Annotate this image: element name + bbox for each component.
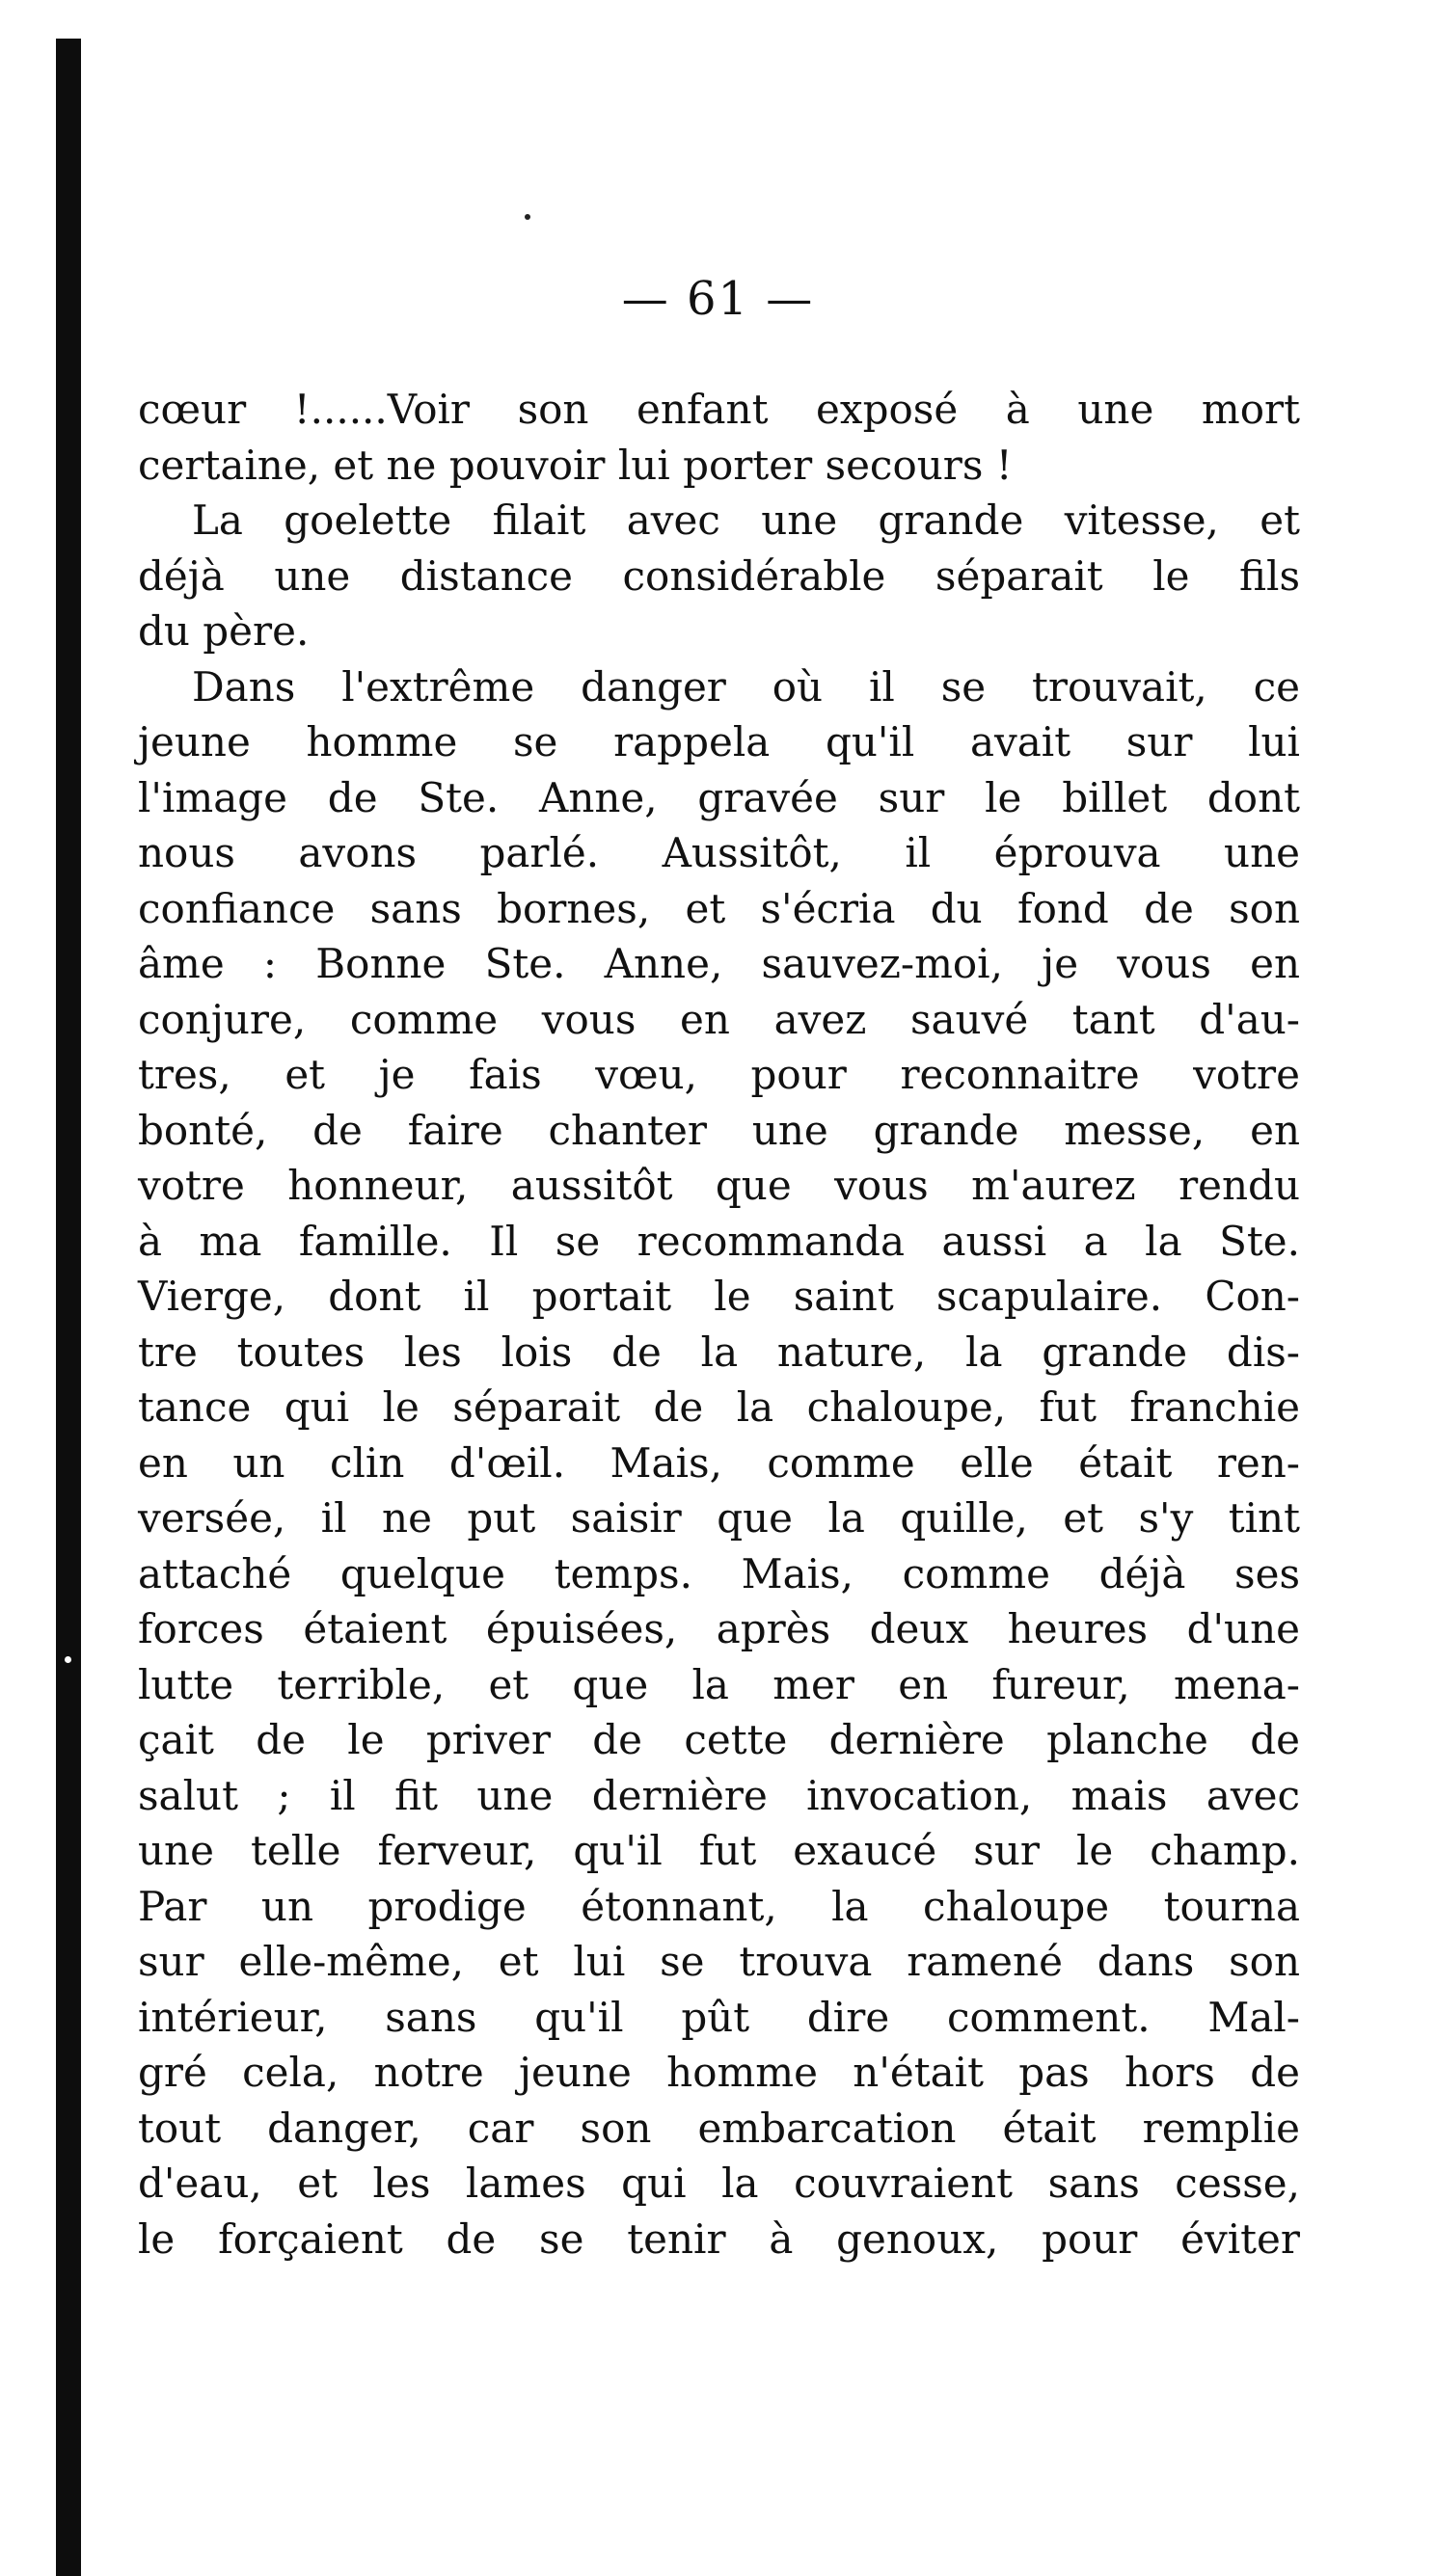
text-line: le forçaient de se tenir à genoux, pour éviter [138,2214,1300,2263]
text-line: tres, et je fais vœu, pour reconnaitre votre [138,1051,1300,1098]
binding-edge [56,39,81,2576]
text-line: sur elle-même, et lui se trouva ramené dans son [138,1938,1300,1985]
ink-speck [525,214,530,220]
text-line: jeune homme se rappela qu'il avait sur lui [138,718,1300,765]
text-line: Par un prodige étonnant, la chaloupe tourna [138,1882,1300,1930]
text-line: déjà une distance considérable séparait le fils [138,551,1300,600]
body-text [138,382,1300,2267]
text-line: l'image de Ste. Anne, gravée sur le billet dont [138,773,1300,821]
text-line: une telle ferveur, qu'il fut exaucé sur le champ. [138,1827,1300,1874]
text-line: tre toutes les lois de la nature, la grande dis- [138,1328,1300,1376]
text-line: forces étaient épuisées, après deux heures d'une [138,1605,1300,1652]
text-line: attaché quelque temps. Mais, comme déjà ses [138,1549,1300,1597]
page-number: — 61 — [621,272,815,326]
text-line: nous avons parlé. Aussitôt, il éprouva une [138,829,1300,876]
ink-speck [65,1656,71,1663]
text-line: versée, il ne put saisir que la quille, et s'y tint [138,1494,1300,1542]
text-line: en un clin d'œil. Mais, comme elle était ren- [138,1438,1300,1487]
text-line: cœur !......Voir son enfant exposé à une mort [138,386,1300,433]
text-line: certaine, et ne pouvoir lui porter secours ! [138,441,1013,489]
text-line: gré cela, notre jeune homme n'était pas hors de [138,2049,1300,2096]
text-line: lutte terrible, et que la mer en fureur, mena- [138,1660,1300,1708]
text-line: tout danger, car son embarcation était remplie [138,2104,1300,2152]
text-line: confiance sans bornes, et s'écria du fond de son [138,884,1300,932]
text-line: bonté, de faire chanter une grande messe, en [138,1106,1300,1154]
text-line: La goelette filait avec une grande vitesse, et [192,496,1300,544]
text-line: salut ; il fit une dernière invocation, mais avec [138,1771,1300,1819]
text-line: çait de le priver de cette dernière planche de [138,1716,1300,1763]
text-line: Dans l'extrême danger où il se trouvait, ce [192,662,1300,711]
text-line: âme : Bonne Ste. Anne, sauvez-moi, je vous en [138,940,1300,987]
text-line: intérieur, sans qu'il pût dire comment. Mal- [138,1993,1300,2041]
text-line: du père. [138,607,310,655]
text-line: votre honneur, aussitôt que vous m'aurez rendu [138,1162,1300,1209]
text-line: à ma famille. Il se recommanda aussi a la Ste. [138,1217,1300,1265]
text-line: d'eau, et les lames qui la couvraient sans cesse, [138,2160,1300,2207]
text-line: Vierge, dont il portait le saint scapulaire. Con- [138,1273,1300,1320]
text-line: conjure, comme vous en avez sauvé tant d'au- [138,995,1300,1043]
text-line: tance qui le séparait de la chaloupe, fut franchie [138,1383,1300,1431]
